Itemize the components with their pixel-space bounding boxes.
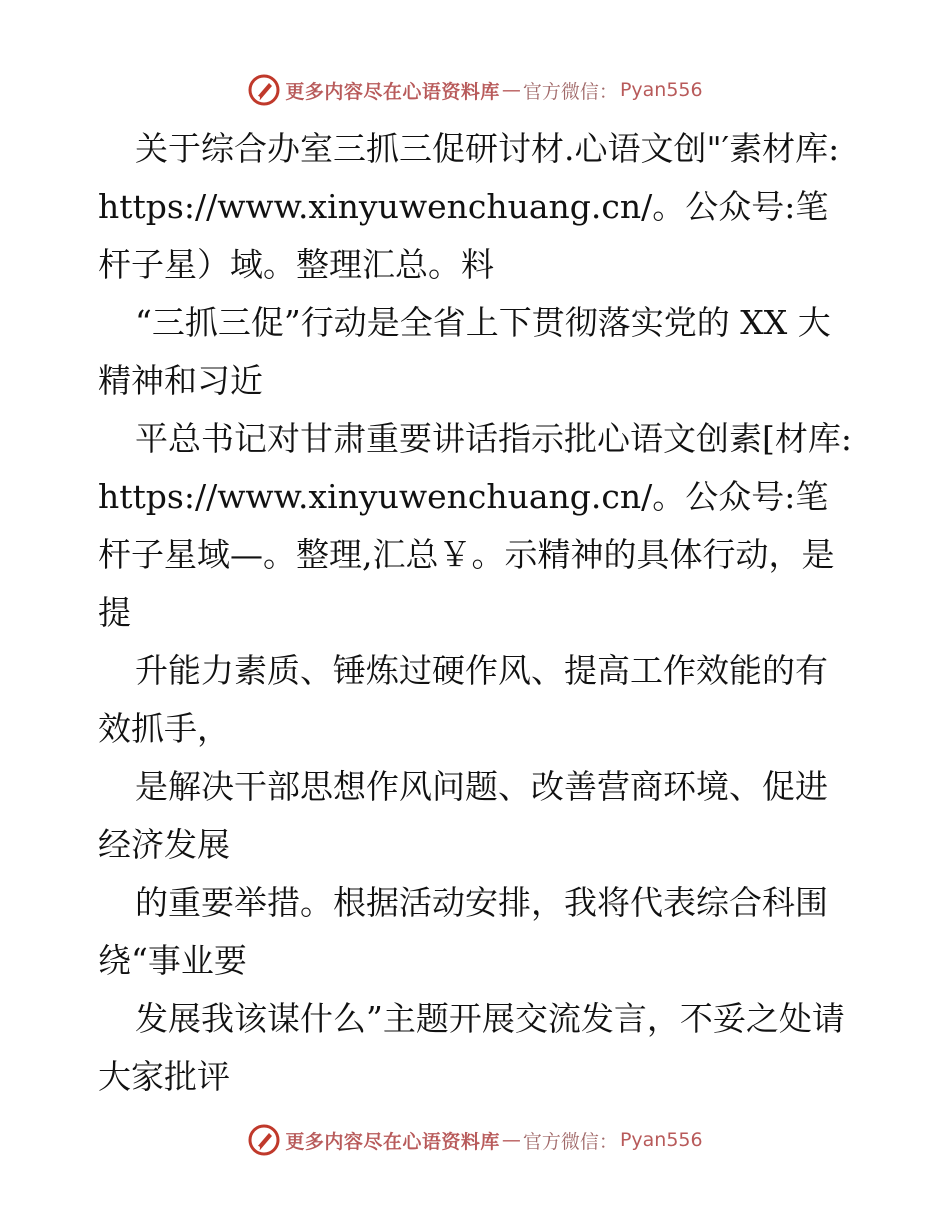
paragraph-4: 升能力素质、锤炼过硬作风、提高工作效能的有效抓手， (98, 651, 828, 748)
footer-brand-text: 更多内容尽在心语资料库 (285, 1130, 500, 1153)
paragraph-7: 发展我该谋什么”主题开展交流发言，不妥之处请大家批评 (98, 999, 845, 1096)
banner-dash: — (501, 79, 521, 101)
header-banner (0, 70, 950, 110)
document-body (98, 120, 863, 1106)
paragraph-6: 的重要举措。根据活动安排，我将代表综合科围绕“事业要 (98, 883, 828, 980)
banner-contact-id: Pyan556 (619, 79, 703, 101)
pen-nib-logo-icon (247, 73, 281, 107)
paragraph-5: 是解决干部思想作风问题、改善营商环境、促进经济发展 (98, 767, 828, 864)
paragraph-1: 关于综合办室三抓三促研讨材.心语文创"′素材库: https://www.xinyuwenchuang.cn/。公众号:笔杆子星）域。整理汇总。料 (98, 129, 850, 284)
footer-contact-id: Pyan556 (619, 1129, 703, 1151)
paragraph-2: “三抓三促”行动是全省上下贯彻落实党的 XX 大精神和习近 (98, 303, 831, 400)
banner-contact-label: 官方微信： (522, 80, 618, 103)
paragraph-3: 平总书记对甘肃重要讲话指示批心语文创素[材库: https://www.xinyuwenchuang.cn/。公众号:笔杆子星域—。整理,汇总￥。示精神的具体行动，是提 (98, 419, 863, 632)
footer-banner (0, 1120, 950, 1160)
banner-brand-text: 更多内容尽在心语资料库 (285, 80, 500, 103)
footer-contact-label: 官方微信： (522, 1130, 618, 1153)
pen-nib-logo-icon (247, 1123, 281, 1157)
footer-dash: — (501, 1129, 521, 1151)
